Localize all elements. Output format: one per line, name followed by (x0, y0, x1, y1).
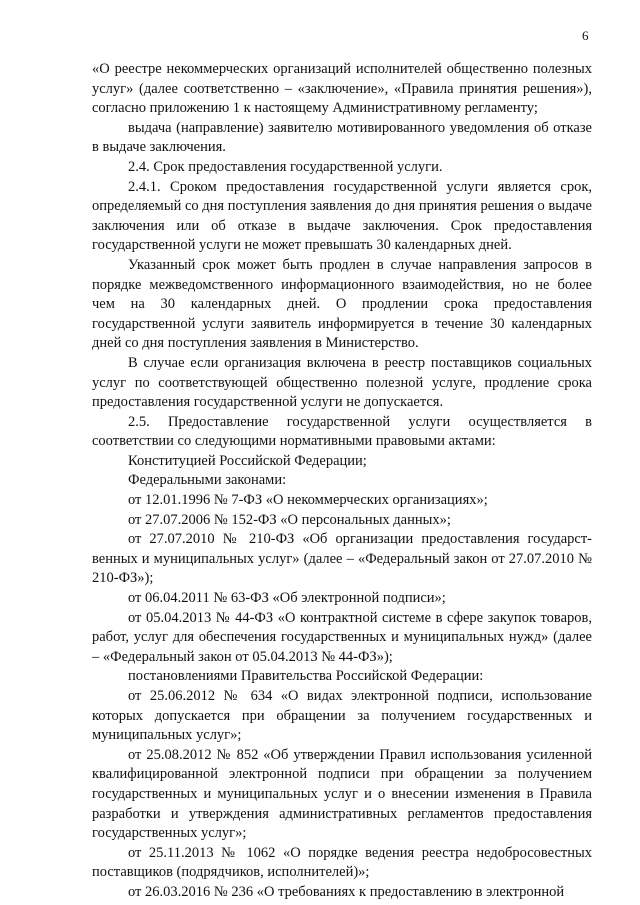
list-heading-federal-laws: Федеральными законами: (128, 472, 287, 489)
paragraph-2-4-1: 2.4.1. Сроком предоставления государственной услуги является срок, определяемый со дня поступления заявления до дня принятия решения о выдаче заключения или об отказе в выдаче заключения. Срок предоставления государственной услуги не может превышать 30 календарных дней. (92, 178, 592, 254)
page-number: 6 (582, 28, 589, 43)
list-item-decree-634: от 25.06.2012 № 634 «О видах электронной подписи, использование которых допускается при обращении за получением государственных и муниципальных услуг»; (92, 688, 592, 744)
list-item-law-152fz: от 27.07.2006 № 152-ФЗ «О персональных данных»; (128, 511, 451, 528)
paragraph-refusal-notice: выдача (направление) заявителю мотивированного уведомления об отказе в выдаче заключения. (92, 119, 592, 156)
list-item-law-7fz: от 12.01.1996 № 7-ФЗ «О некоммерческих организациях»; (128, 492, 488, 509)
paragraph-no-extension: В случае если организация включена в реестр поставщиков социальных услуг по соответствующей общественно полезной услуге, продление срока предоставления государственной услуги не допускается. (92, 354, 592, 411)
paragraph-registry-continuation: «О реестре некоммерческих организаций исполнителей общественно полезных услуг» (далее соответственно – «заключение», «Правила принятия решения»), согласно приложению 1 к настоящему Административному регламенту; (92, 61, 592, 117)
list-item-decree-236: от 26.03.2016 № 236 «О требованиях к предоставлению в электронной (128, 883, 565, 900)
list-heading-government-decrees: постановлениями Правительства Российской Федерации: (128, 668, 484, 685)
list-item-law-44fz: от 05.04.2013 № 44-ФЗ «О контрактной системе в сфере закупок товаров, работ, услуг для обеспечения государственных и муниципальных нужд» (далее – «Федеральный закон от 05.04.2013 № 44-ФЗ»); (92, 609, 592, 665)
list-item-constitution: Конституцией Российской Федерации; (128, 452, 367, 469)
paragraph-term-extension: Указанный срок может быть продлен в случае направления запросов в порядке межведомственного информационного взаимодействия, но не более чем на 30 календарных дней. О продлении срока предоставления государственной услуги заявитель информируется в течение 30 календарных дней со дня поступления заявления в Министерство. (92, 256, 592, 352)
list-item-decree-852: от 25.08.2012 № 852 «Об утверждении Правил использования усиленной квалифицированной электронной подписи при обращении за получением государственных и муниципальных услуг и о внесении изменения в Правила разработки и утверждения административных регламентов предоставления государственных услуг»; (92, 746, 592, 842)
list-item-law-63fz: от 06.04.2011 № 63-ФЗ «Об электронной подписи»; (128, 590, 446, 607)
document-body (92, 60, 592, 903)
list-item-decree-1062: от 25.11.2013 № 1062 «О порядке ведения реестра недобросовестных поставщиков (подрядчиков, исполнителей)»; (92, 844, 592, 881)
section-heading-2-4: 2.4. Срок предоставления государственной услуги. (128, 158, 443, 175)
list-item-law-210fz: от 27.07.2010 № 210-ФЗ «Об организации предоставления государственных и муниципальных услуг» (далее – «Федеральный закон от 27.07.2010 № 210-ФЗ»); (92, 531, 592, 587)
paragraph-2-5: 2.5. Предоставление государственной услуги осуществляется в соответствии со следующими нормативными правовыми актами: (92, 413, 592, 450)
